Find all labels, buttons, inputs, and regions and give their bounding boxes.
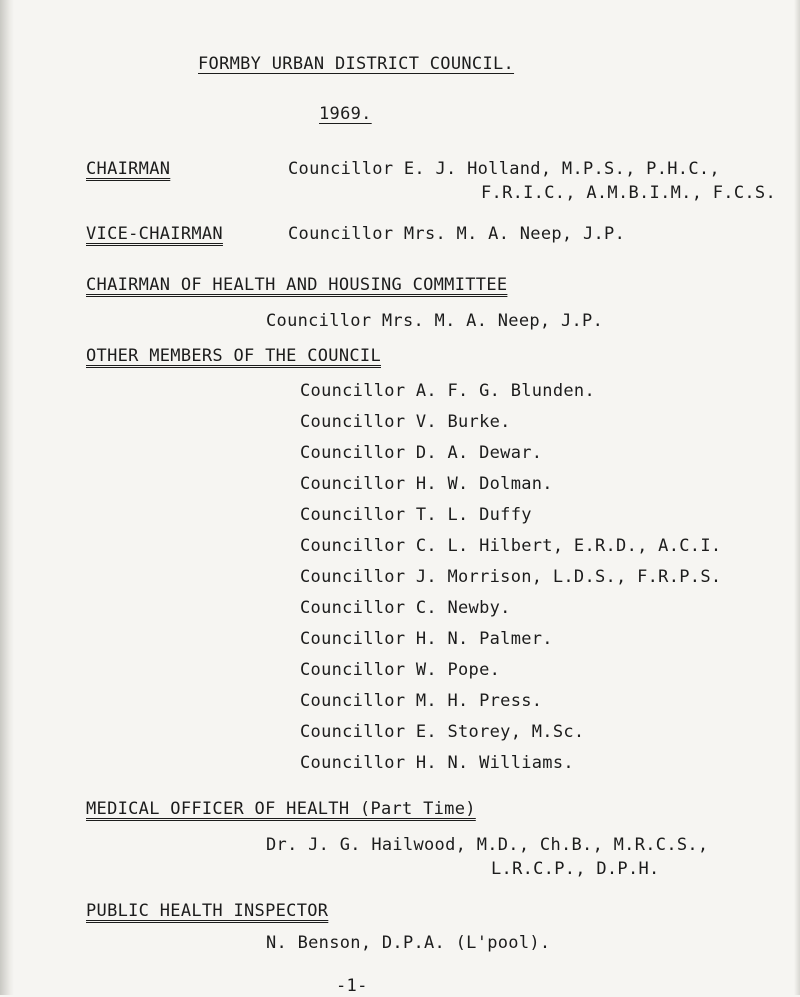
list-item: Councillor T. L. Duffy bbox=[300, 505, 532, 525]
inspector-label: PUBLIC HEALTH INSPECTOR bbox=[86, 901, 329, 921]
vice-chairman-name: Councillor Mrs. M. A. Neep, J.P. bbox=[288, 224, 626, 244]
document-title: FORMBY URBAN DISTRICT COUNCIL. bbox=[198, 54, 515, 74]
list-item: Councillor E. Storey, M.Sc. bbox=[300, 722, 585, 742]
medical-officer-label: MEDICAL OFFICER OF HEALTH (Part Time) bbox=[86, 799, 476, 819]
other-members-label: OTHER MEMBERS OF THE COUNCIL bbox=[86, 346, 381, 366]
list-item: Councillor V. Burke. bbox=[300, 412, 511, 432]
page-edge-right bbox=[794, 0, 800, 995]
inspector-name: N. Benson, D.P.A. (L'pool). bbox=[266, 933, 551, 953]
health-committee-chair: Councillor Mrs. M. A. Neep, J.P. bbox=[266, 311, 604, 331]
list-item: Councillor J. Morrison, L.D.S., F.R.P.S. bbox=[300, 567, 722, 587]
list-item: Councillor C. Newby. bbox=[300, 598, 511, 618]
vice-chairman-label: VICE-CHAIRMAN bbox=[86, 224, 223, 244]
health-committee-label: CHAIRMAN OF HEALTH AND HOUSING COMMITTEE bbox=[86, 275, 508, 295]
chairman-qualifications: F.R.I.C., A.M.B.I.M., F.C.S. bbox=[481, 183, 776, 203]
chairman-label: CHAIRMAN bbox=[86, 159, 171, 179]
list-item: Councillor A. F. G. Blunden. bbox=[300, 381, 595, 401]
list-item: Councillor H. N. Palmer. bbox=[300, 629, 553, 649]
year-heading: 1969. bbox=[319, 104, 372, 124]
medical-officer-name: Dr. J. G. Hailwood, M.D., Ch.B., M.R.C.S., bbox=[266, 835, 709, 855]
chairman-name: Councillor E. J. Holland, M.P.S., P.H.C., bbox=[288, 159, 720, 179]
list-item: Councillor W. Pope. bbox=[300, 660, 501, 680]
list-item: Councillor D. A. Dewar. bbox=[300, 443, 543, 463]
list-item: Councillor M. H. Press. bbox=[300, 691, 543, 711]
page-number: -1- bbox=[336, 976, 368, 996]
page-edge-shadow bbox=[0, 0, 14, 995]
list-item: Councillor H. W. Dolman. bbox=[300, 474, 553, 494]
list-item: Councillor C. L. Hilbert, E.R.D., A.C.I. bbox=[300, 536, 722, 556]
list-item: Councillor H. N. Williams. bbox=[300, 753, 574, 773]
medical-officer-qualifications: L.R.C.P., D.P.H. bbox=[491, 859, 660, 879]
